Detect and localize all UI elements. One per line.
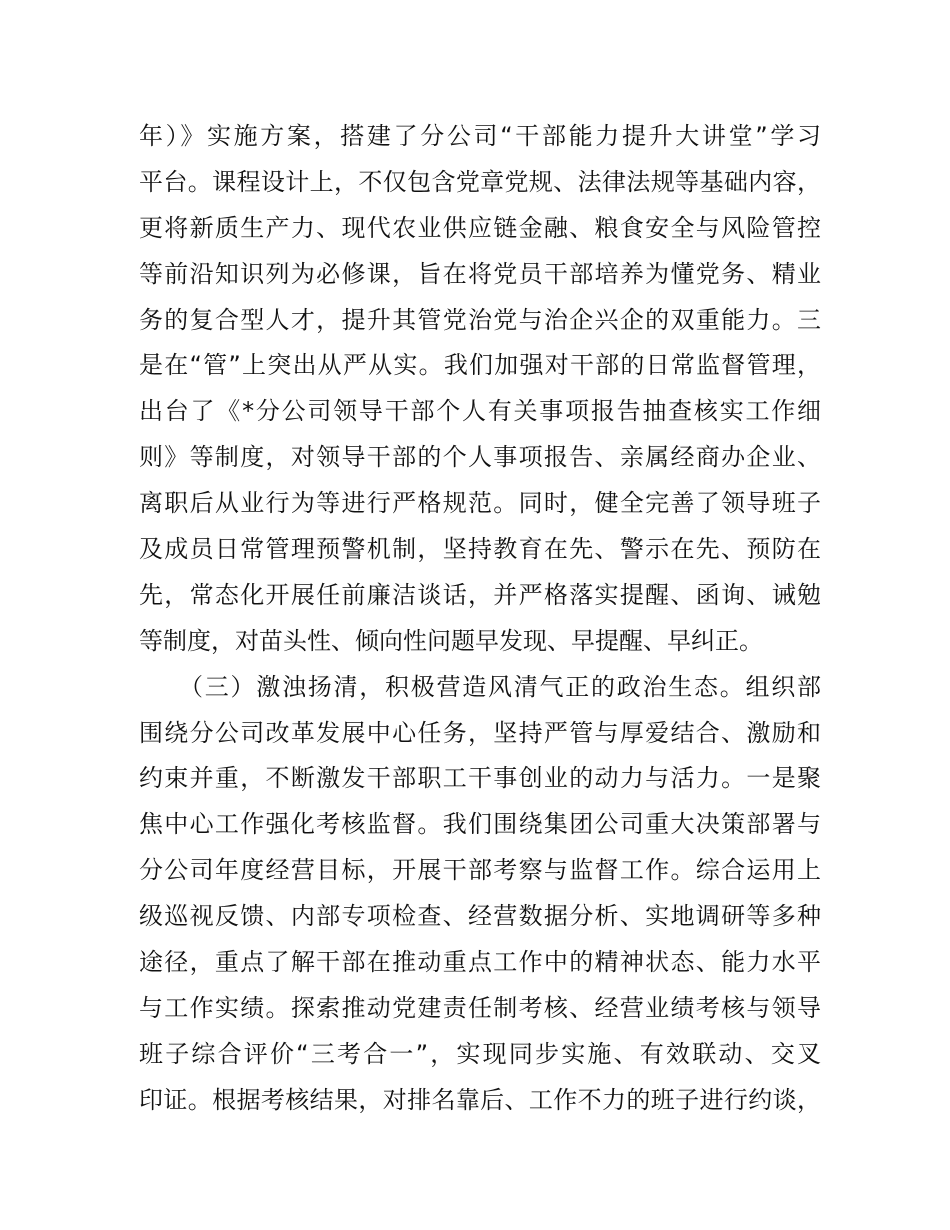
text-line: 年）》实施方案，搭建了分公司“干部能力提升大讲堂”学习 <box>139 122 821 150</box>
text-line: 印证。根据考核结果，对排名靠后、工作不力的班子进行约谈， <box>139 1085 821 1114</box>
text-line: 是在“管”上突出从严从实。我们加强对干部的日常监督管理， <box>139 351 821 380</box>
text-line: 途径，重点了解干部在推动重点工作中的精神状态、能力水平 <box>139 948 821 977</box>
text-line: 务的复合型人才，提升其管党治党与治企兴企的双重能力。三 <box>139 305 821 334</box>
paragraph-1 <box>139 114 821 665</box>
text-line: 及成员日常管理预警机制，坚持教育在先、警示在先、预防在 <box>139 535 821 564</box>
text-line: 约束并重，不断激发干部职工干事创业的动力与活力。一是聚 <box>139 764 821 793</box>
text-line: 则》等制度，对领导干部的个人事项报告、亲属经商办企业、 <box>139 443 821 472</box>
text-line: 焦中心工作强化考核监督。我们围绕集团公司重大决策部署与 <box>139 810 821 839</box>
text-line: 围绕分公司改革发展中心任务，坚持严管与厚爱结合、激励和 <box>139 718 821 747</box>
text-line: 先，常态化开展任前廉洁谈话，并严格落实提醒、函询、诫勉 <box>139 580 821 609</box>
text-line: 平台。课程设计上，不仅包含党章党规、法律法规等基础内容， <box>139 167 821 196</box>
text-line: 与工作实绩。探索推动党建责任制考核、经营业绩考核与领导 <box>139 993 821 1022</box>
text-line: 更将新质生产力、现代农业供应链金融、粮食安全与风险管控 <box>139 213 821 242</box>
text-line: 班子综合评价“三考合一”，实现同步实施、有效联动、交叉 <box>139 1039 821 1068</box>
section-heading-line: （三）激浊扬清，积极营造风清气正的政治生态。组织部 <box>179 672 821 701</box>
text-line: 等制度，对苗头性、倾向性问题早发现、早提醒、早纠正。 <box>139 626 763 655</box>
document-page <box>139 114 821 1124</box>
text-line: 级巡视反馈、内部专项检查、经营数据分析、实地调研等多种 <box>139 902 821 931</box>
text-line: 分公司年度经营目标，开展干部考察与监督工作。综合运用上 <box>139 856 821 885</box>
text-line: 出台了《*分公司领导干部个人有关事项报告抽查核实工作细 <box>139 397 821 426</box>
text-line: 等前沿知识列为必修课，旨在将党员干部培养为懂党务、精业 <box>139 259 821 288</box>
paragraph-2 <box>139 665 821 1124</box>
text-line: 离职后从业行为等进行严格规范。同时，健全完善了领导班子 <box>139 489 821 518</box>
